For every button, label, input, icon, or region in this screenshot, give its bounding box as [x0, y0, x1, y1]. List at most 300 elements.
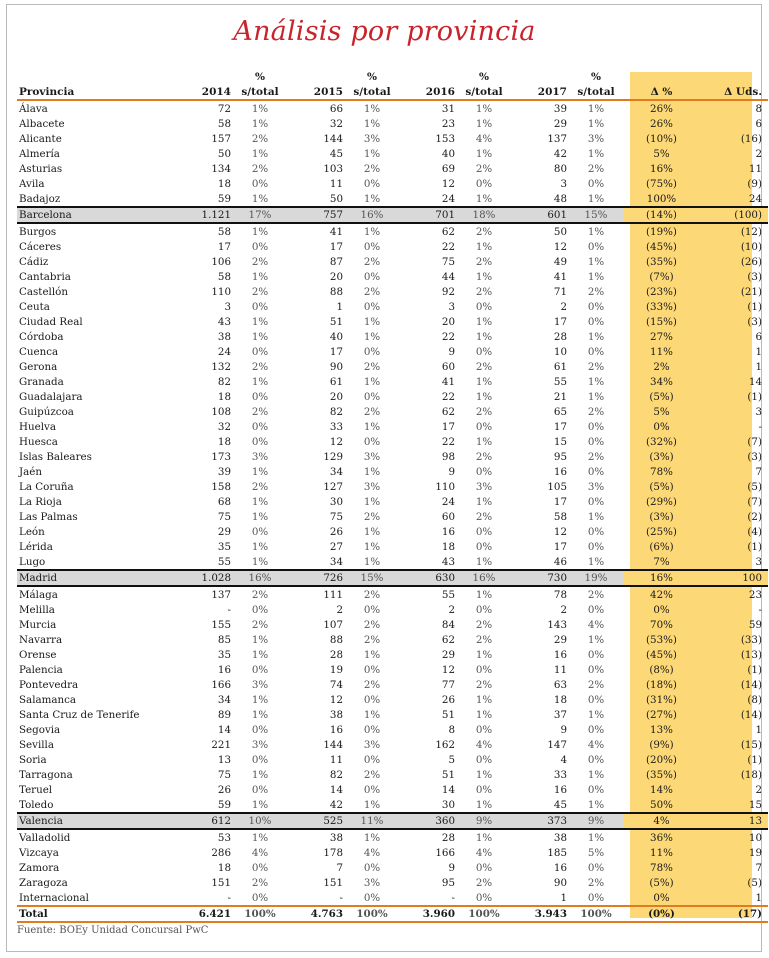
value-2014: 108	[211, 405, 231, 418]
value-2014: 1.121	[175, 207, 233, 223]
value-2016: 16	[441, 525, 455, 538]
share-2015: 3%	[363, 450, 381, 463]
province-name: Total	[17, 906, 175, 922]
value-2016: 701	[399, 207, 457, 223]
table-row	[17, 647, 768, 662]
share-2014: 1%	[251, 768, 269, 781]
value-2015: 4.763	[287, 906, 345, 922]
value-2017: 95	[553, 450, 567, 463]
province-name: Málaga	[19, 588, 58, 601]
delta-pct: (0%)	[623, 906, 700, 922]
page-title: Análisis por provincia	[233, 16, 536, 47]
table-row	[17, 329, 768, 344]
table-row	[17, 191, 768, 207]
table-row	[17, 269, 768, 284]
delta-uds: (1)	[747, 390, 762, 403]
delta-pct: (3%)	[649, 450, 674, 463]
value-2017: 42	[553, 147, 567, 160]
share-2015: 2%	[363, 405, 381, 418]
province-name: Albacete	[19, 117, 65, 130]
table-row	[17, 875, 768, 890]
delta-uds: 6	[755, 330, 762, 343]
share-2014: 0%	[251, 891, 269, 904]
share-2015: 0%	[363, 723, 381, 736]
delta-pct: (3%)	[649, 510, 674, 523]
delta-uds: (33)	[740, 633, 762, 646]
delta-uds: 2	[755, 147, 762, 160]
value-2015: 16	[329, 723, 343, 736]
value-2016: 630	[399, 570, 457, 586]
value-2016: 41	[441, 375, 455, 388]
share-2014: 1%	[251, 315, 269, 328]
delta-uds: (5)	[747, 480, 762, 493]
share-2015: 1%	[363, 540, 381, 553]
value-2015: 38	[329, 831, 343, 844]
delta-uds: 2	[755, 783, 762, 796]
share-2016: 2%	[475, 633, 493, 646]
value-2015: 151	[323, 876, 343, 889]
province-name: Córdoba	[19, 330, 64, 343]
value-2017: 105	[547, 480, 567, 493]
share-2016: 2%	[475, 876, 493, 889]
share-2015: 0%	[363, 663, 381, 676]
share-2015: 15%	[345, 570, 399, 586]
value-2016: 29	[441, 648, 455, 661]
province-name: Huesca	[19, 435, 58, 448]
delta-uds: 100	[700, 570, 768, 586]
value-2017: 147	[547, 738, 567, 751]
header-2016: 2016	[399, 84, 457, 100]
share-2017: 100%	[569, 906, 623, 922]
value-2014: 39	[217, 465, 231, 478]
table-row	[17, 602, 768, 617]
delta-uds: 14	[748, 375, 762, 388]
share-2014: 0%	[251, 525, 269, 538]
province-name: Navarra	[19, 633, 63, 646]
value-2016: 44	[441, 270, 455, 283]
delta-pct: (27%)	[646, 708, 677, 721]
value-2014: 18	[217, 435, 231, 448]
share-2015: 1%	[363, 375, 381, 388]
value-2014: 75	[217, 510, 231, 523]
province-name: Melilla	[19, 603, 55, 616]
share-2014: 0%	[251, 345, 269, 358]
value-2016: 360	[399, 813, 457, 829]
province-name: Badajoz	[19, 192, 61, 205]
value-2015: 30	[329, 495, 343, 508]
share-2017: 1%	[587, 555, 605, 568]
value-2014: 75	[217, 768, 231, 781]
value-2017: 1	[560, 891, 567, 904]
table-row	[17, 752, 768, 767]
table-row-highlighted	[17, 813, 768, 829]
value-2015: 14	[329, 783, 343, 796]
value-2014: 58	[217, 270, 231, 283]
share-2014: 1%	[251, 375, 269, 388]
province-name: Lugo	[19, 555, 46, 568]
share-2017: 2%	[587, 876, 605, 889]
value-2017: 185	[547, 846, 567, 859]
province-name: Avila	[19, 177, 45, 190]
province-name: Alicante	[19, 132, 62, 145]
share-2014: 0%	[251, 723, 269, 736]
table-row	[17, 464, 768, 479]
share-2017: 0%	[587, 861, 605, 874]
share-2017: 1%	[587, 192, 605, 205]
share-2015: 1%	[363, 420, 381, 433]
share-2015: 0%	[363, 177, 381, 190]
share-2016: 0%	[475, 465, 493, 478]
delta-pct: (31%)	[646, 693, 677, 706]
share-2017: 19%	[569, 570, 623, 586]
value-2017: 65	[553, 405, 567, 418]
share-2014: 2%	[251, 405, 269, 418]
value-2015: 51	[329, 315, 343, 328]
table-row	[17, 314, 768, 329]
province-name: La Coruña	[19, 480, 74, 493]
share-2015: 2%	[363, 162, 381, 175]
value-2016: 98	[441, 450, 455, 463]
share-2016: 1%	[475, 555, 493, 568]
share-2014: 0%	[251, 861, 269, 874]
value-2015: 82	[329, 405, 343, 418]
share-2016: 0%	[475, 861, 493, 874]
delta-pct: (45%)	[646, 648, 677, 661]
province-name: Huelva	[19, 420, 56, 433]
value-2017: 730	[511, 570, 569, 586]
province-name: Teruel	[19, 783, 53, 796]
province-name: Madrid	[17, 570, 175, 586]
share-2014: 10%	[233, 813, 287, 829]
delta-pct: (9%)	[649, 738, 674, 751]
header-2014: 2014	[175, 84, 233, 100]
header-pct-2015: %	[367, 71, 377, 83]
value-2017: 10	[553, 345, 567, 358]
value-2014: 38	[217, 330, 231, 343]
table-row	[17, 782, 768, 797]
value-2016: 12	[441, 663, 455, 676]
value-2014: 68	[217, 495, 231, 508]
value-2014: 58	[217, 117, 231, 130]
province-name: Toledo	[19, 798, 54, 811]
share-2016: 1%	[475, 117, 493, 130]
share-2015: 0%	[363, 345, 381, 358]
share-2015: 11%	[345, 813, 399, 829]
share-2016: 2%	[475, 225, 493, 238]
delta-uds: 13	[700, 813, 768, 829]
share-2014: 1%	[251, 648, 269, 661]
table-row	[17, 100, 768, 116]
share-2014: 2%	[251, 876, 269, 889]
share-2017: 1%	[587, 798, 605, 811]
delta-pct: (45%)	[646, 240, 677, 253]
province-name: Ceuta	[19, 300, 50, 313]
share-2017: 0%	[587, 525, 605, 538]
share-2014: 1%	[251, 225, 269, 238]
delta-pct: 36%	[650, 831, 673, 844]
share-2015: 2%	[363, 255, 381, 268]
value-2017: 143	[547, 618, 567, 631]
delta-uds: (3)	[747, 315, 762, 328]
share-2014: 2%	[251, 162, 269, 175]
share-2014: 1%	[251, 633, 269, 646]
share-2014: 2%	[251, 255, 269, 268]
value-2015: 66	[329, 102, 343, 115]
share-2017: 2%	[587, 405, 605, 418]
share-2015: 16%	[345, 207, 399, 223]
province-name: Valladolid	[19, 831, 71, 844]
delta-pct: (14%)	[623, 207, 700, 223]
share-2015: 2%	[363, 285, 381, 298]
share-2015: 0%	[363, 861, 381, 874]
value-2015: 34	[329, 555, 343, 568]
share-2015: 2%	[363, 768, 381, 781]
value-2016: 92	[441, 285, 455, 298]
share-2017: 1%	[587, 147, 605, 160]
delta-pct: 0%	[653, 420, 670, 433]
value-2017: 29	[553, 633, 567, 646]
province-name: Gerona	[19, 360, 58, 373]
province-name: Cáceres	[19, 240, 62, 253]
value-2015: 74	[329, 678, 343, 691]
value-2015: 88	[329, 285, 343, 298]
delta-uds: 15	[748, 798, 762, 811]
delta-uds: (2)	[747, 510, 762, 523]
share-2014: 0%	[251, 300, 269, 313]
share-2016: 2%	[475, 678, 493, 691]
value-2017: 4	[560, 753, 567, 766]
value-2015: 11	[329, 753, 343, 766]
share-2014: 3%	[251, 678, 269, 691]
share-2017: 1%	[587, 633, 605, 646]
value-2015: 129	[323, 450, 343, 463]
delta-uds: 8	[755, 102, 762, 115]
delta-uds: 1	[755, 360, 762, 373]
table-row	[17, 449, 768, 464]
delta-pct: 78%	[650, 861, 673, 874]
header-stotal-2015: s/total	[345, 84, 399, 100]
value-2016: -	[451, 891, 455, 904]
share-2015: 1%	[363, 648, 381, 661]
table-row	[17, 797, 768, 813]
share-2016: 1%	[475, 330, 493, 343]
province-name: Salamanca	[19, 693, 77, 706]
delta-uds: (13)	[740, 648, 762, 661]
value-2016: 9	[448, 861, 455, 874]
value-2015: 525	[287, 813, 345, 829]
share-2017: 0%	[587, 465, 605, 478]
delta-uds: (8)	[747, 693, 762, 706]
share-2016: 1%	[475, 831, 493, 844]
value-2017: 50	[553, 225, 567, 238]
value-2016: 75	[441, 255, 455, 268]
delta-pct: (5%)	[649, 480, 674, 493]
value-2014: 18	[217, 390, 231, 403]
value-2015: 26	[329, 525, 343, 538]
value-2017: 17	[553, 315, 567, 328]
delta-uds: 6	[755, 117, 762, 130]
share-2016: 1%	[475, 708, 493, 721]
delta-pct: 27%	[650, 330, 673, 343]
delta-pct: 26%	[650, 102, 673, 115]
value-2014: 221	[211, 738, 231, 751]
delta-pct: 0%	[653, 603, 670, 616]
delta-pct: (15%)	[646, 315, 677, 328]
share-2016: 2%	[475, 255, 493, 268]
share-2014: 3%	[251, 738, 269, 751]
value-2017: 29	[553, 117, 567, 130]
value-2015: 103	[323, 162, 343, 175]
value-2014: 18	[217, 177, 231, 190]
share-2014: 1%	[251, 510, 269, 523]
value-2015: 75	[329, 510, 343, 523]
share-2016: 9%	[457, 813, 511, 829]
value-2017: 90	[553, 876, 567, 889]
value-2014: 14	[217, 723, 231, 736]
share-2014: 2%	[251, 360, 269, 373]
province-name: Pontevedra	[19, 678, 79, 691]
value-2015: 19	[329, 663, 343, 676]
share-2017: 1%	[587, 225, 605, 238]
province-name: Soria	[19, 753, 47, 766]
table-row	[17, 359, 768, 374]
table-row	[17, 707, 768, 722]
delta-pct: (53%)	[646, 633, 677, 646]
share-2016: 0%	[475, 420, 493, 433]
province-name: Palencia	[19, 663, 63, 676]
value-2016: 51	[441, 768, 455, 781]
share-2016: 1%	[475, 147, 493, 160]
share-2016: 1%	[475, 102, 493, 115]
value-2017: 12	[553, 525, 567, 538]
delta-pct: (20%)	[646, 753, 677, 766]
value-2016: 20	[441, 315, 455, 328]
delta-uds: (26)	[740, 255, 762, 268]
delta-pct: 7%	[653, 555, 670, 568]
value-2017: 373	[511, 813, 569, 829]
share-2015: 2%	[363, 510, 381, 523]
value-2017: 71	[553, 285, 567, 298]
value-2015: 41	[329, 225, 343, 238]
share-2017: 2%	[587, 450, 605, 463]
delta-uds: 1	[755, 345, 762, 358]
share-2017: 1%	[587, 390, 605, 403]
province-name: Lérida	[19, 540, 53, 553]
value-2015: 38	[329, 708, 343, 721]
share-2017: 0%	[587, 783, 605, 796]
value-2014: 132	[211, 360, 231, 373]
value-2015: 50	[329, 192, 343, 205]
share-2016: 0%	[475, 540, 493, 553]
delta-pct: 14%	[650, 783, 673, 796]
table-row-highlighted	[17, 570, 768, 586]
value-2016: 110	[435, 480, 455, 493]
delta-uds: (14)	[740, 708, 762, 721]
value-2015: 1	[336, 300, 343, 313]
share-2017: 0%	[587, 300, 605, 313]
delta-pct: (23%)	[646, 285, 677, 298]
value-2015: 28	[329, 648, 343, 661]
share-2017: 1%	[587, 708, 605, 721]
share-2014: 4%	[251, 846, 269, 859]
table-row	[17, 223, 768, 239]
value-2017: 15	[553, 435, 567, 448]
province-name: Santa Cruz de Tenerife	[19, 708, 140, 721]
value-2016: 22	[441, 435, 455, 448]
table-row	[17, 176, 768, 191]
share-2016: 2%	[475, 162, 493, 175]
value-2015: 17	[329, 240, 343, 253]
share-2016: 0%	[475, 603, 493, 616]
share-2017: 1%	[587, 510, 605, 523]
share-2017: 0%	[587, 177, 605, 190]
province-name: Murcia	[19, 618, 57, 631]
share-2017: 0%	[587, 435, 605, 448]
share-2014: 1%	[251, 465, 269, 478]
share-2015: 100%	[345, 906, 399, 922]
value-2014: 85	[217, 633, 231, 646]
share-2016: 2%	[475, 510, 493, 523]
delta-pct: 26%	[650, 117, 673, 130]
share-2016: 1%	[475, 270, 493, 283]
delta-uds: (4)	[747, 525, 762, 538]
share-2016: 1%	[475, 693, 493, 706]
delta-pct: 4%	[623, 813, 700, 829]
share-2016: 16%	[457, 570, 511, 586]
value-2014: 16	[217, 663, 231, 676]
share-2017: 2%	[587, 285, 605, 298]
share-2017: 0%	[587, 315, 605, 328]
delta-uds: 59	[748, 618, 762, 631]
share-2015: 1%	[363, 831, 381, 844]
share-2015: 0%	[363, 891, 381, 904]
share-2014: 0%	[251, 603, 269, 616]
table-row	[17, 374, 768, 389]
value-2014: 106	[211, 255, 231, 268]
share-2016: 0%	[475, 345, 493, 358]
share-2017: 1%	[587, 375, 605, 388]
value-2014: 110	[211, 285, 231, 298]
value-2017: 45	[553, 798, 567, 811]
value-2016: 51	[441, 708, 455, 721]
share-2016: 2%	[475, 450, 493, 463]
share-2017: 2%	[587, 360, 605, 373]
province-name: Álava	[19, 102, 48, 115]
value-2016: 24	[441, 192, 455, 205]
value-2017: 17	[553, 540, 567, 553]
header-row-top	[17, 70, 768, 84]
delta-pct: (25%)	[646, 525, 677, 538]
value-2017: 28	[553, 330, 567, 343]
delta-uds: (3)	[747, 450, 762, 463]
table-body	[17, 100, 768, 922]
share-2017: 0%	[587, 345, 605, 358]
share-2015: 0%	[363, 300, 381, 313]
share-2015: 1%	[363, 555, 381, 568]
province-name: Cantabria	[19, 270, 71, 283]
share-2017: 2%	[587, 588, 605, 601]
value-2014: 137	[211, 588, 231, 601]
value-2017: 16	[553, 465, 567, 478]
share-2015: 0%	[363, 390, 381, 403]
value-2014: 32	[217, 420, 231, 433]
province-name: Islas Baleares	[19, 450, 92, 463]
province-table	[17, 70, 768, 923]
share-2016: 1%	[475, 375, 493, 388]
share-2014: 1%	[251, 330, 269, 343]
province-name: Burgos	[19, 225, 57, 238]
table-row	[17, 845, 768, 860]
